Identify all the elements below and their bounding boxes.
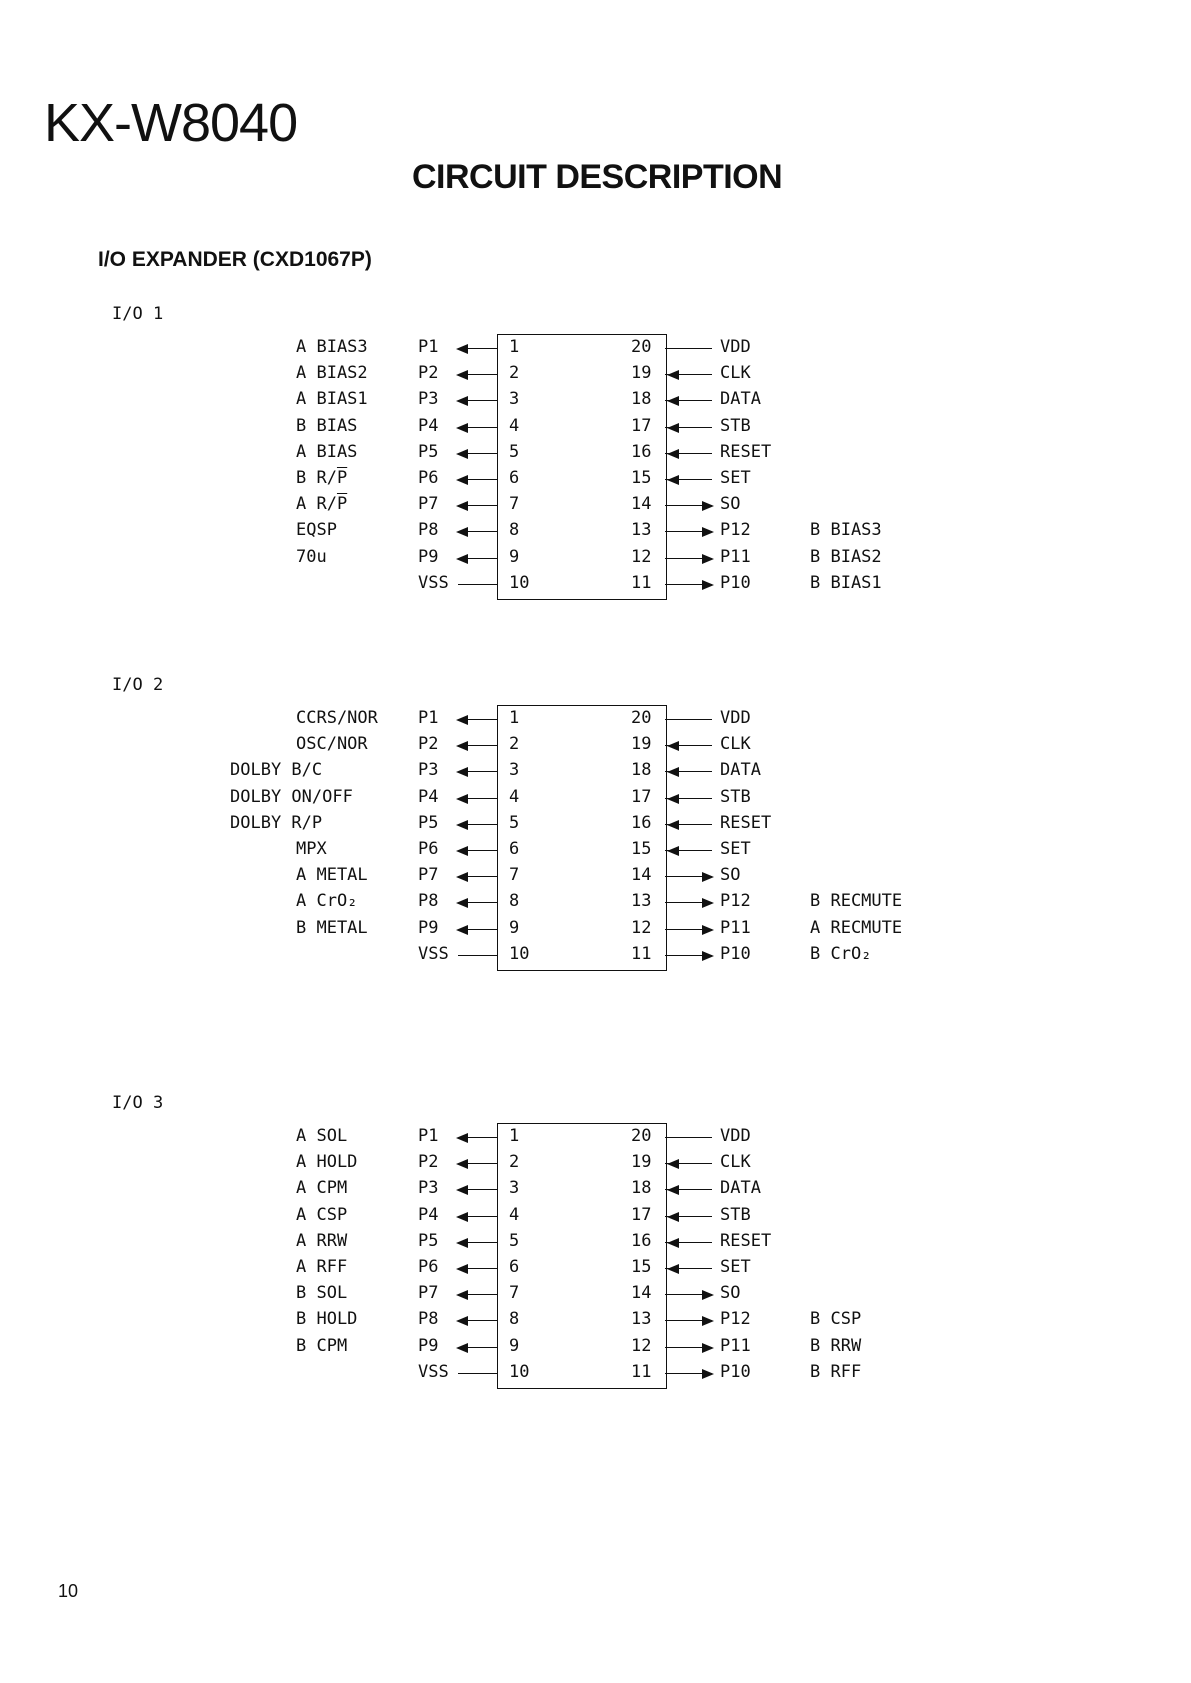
- left-port-label: P1: [418, 1126, 439, 1146]
- left-port-label: VSS: [418, 572, 449, 593]
- left-signal-label: B HOLD: [296, 1309, 358, 1330]
- left-port-label: P6: [418, 468, 439, 488]
- left-pin-number: 9: [509, 546, 520, 567]
- arrow-left-icon: [456, 554, 468, 564]
- left-pin-number: 1: [509, 708, 520, 728]
- left-signal-label: B BIAS: [296, 415, 358, 436]
- model-number: KX-W8040: [44, 93, 298, 153]
- arrow-left-icon: [456, 715, 468, 725]
- left-pin-number: 6: [509, 468, 520, 488]
- arrow-left-icon: [456, 1238, 468, 1248]
- right-signal-label: B CrO₂: [810, 943, 872, 964]
- arrow-left-icon: [667, 370, 679, 380]
- right-pin-number: 18: [631, 389, 652, 410]
- arrow-left-icon: [667, 423, 679, 433]
- right-pin-number: 17: [631, 786, 652, 807]
- right-pin-number: 11: [631, 572, 652, 593]
- io-label: I/O 3: [112, 1093, 164, 1113]
- left-pin-number: 5: [509, 441, 520, 462]
- right-port-label: STB: [720, 415, 751, 436]
- right-port-label: P10: [720, 943, 751, 964]
- left-signal-label: A $R/\overline{P}$: [296, 494, 348, 515]
- right-pin-number: 11: [631, 943, 652, 964]
- right-port-label: P11: [720, 1335, 751, 1356]
- io-expander-block: [0, 304, 1191, 632]
- arrow-left-icon: [456, 741, 468, 751]
- left-pin-number: 6: [509, 839, 520, 859]
- io-label: I/O 1: [112, 304, 164, 324]
- arrow-left-icon: [456, 872, 468, 882]
- right-port-label: STB: [720, 1204, 751, 1225]
- left-pin-number: 3: [509, 1178, 520, 1199]
- right-signal-label: B BIAS3: [810, 520, 882, 541]
- arrow-left-icon: [667, 1212, 679, 1222]
- page-title: CIRCUIT DESCRIPTION: [412, 158, 783, 196]
- right-pin-number: 16: [631, 441, 652, 462]
- right-pin-number: 20: [631, 337, 652, 357]
- arrow-left-icon: [667, 1264, 679, 1274]
- right-port-label: SO: [720, 494, 741, 515]
- arrow-right-icon: [702, 925, 714, 935]
- right-port-label: CLK: [720, 1152, 751, 1173]
- right-pin-wire: [665, 719, 712, 720]
- left-pin-wire: [458, 584, 497, 585]
- left-port-label: P7: [418, 494, 439, 515]
- right-pin-number: 12: [631, 1335, 652, 1356]
- arrow-right-icon: [702, 951, 714, 961]
- left-pin-number: 5: [509, 812, 520, 833]
- left-port-label: P4: [418, 1204, 439, 1225]
- left-port-label: P2: [418, 1152, 439, 1173]
- left-signal-label: B SOL: [296, 1283, 348, 1304]
- right-signal-label: A RECMUTE: [810, 917, 903, 938]
- left-port-label: P9: [418, 546, 439, 567]
- right-pin-number: 18: [631, 1178, 652, 1199]
- arrow-right-icon: [702, 501, 714, 511]
- right-pin-number: 15: [631, 468, 652, 488]
- right-pin-number: 15: [631, 839, 652, 859]
- right-pin-number: 15: [631, 1257, 652, 1277]
- right-signal-label: B RECMUTE: [810, 891, 903, 912]
- left-pin-number: 8: [509, 891, 520, 912]
- right-pin-number: 18: [631, 760, 652, 781]
- left-port-label: P3: [418, 389, 439, 410]
- arrow-left-icon: [456, 1290, 468, 1300]
- left-port-label: P5: [418, 441, 439, 462]
- right-pin-number: 19: [631, 734, 652, 755]
- arrow-left-icon: [456, 475, 468, 485]
- right-port-label: VDD: [720, 708, 751, 728]
- left-signal-label: DOLBY ON/OFF: [230, 786, 353, 807]
- arrow-right-icon: [702, 1369, 714, 1379]
- right-signal-label: B BIAS1: [810, 572, 882, 593]
- arrow-left-icon: [456, 794, 468, 804]
- left-pin-number: 10: [509, 943, 530, 964]
- right-signal-label: B CSP: [810, 1309, 862, 1330]
- arrow-left-icon: [667, 1238, 679, 1248]
- left-pin-wire: [458, 1373, 497, 1374]
- left-signal-label: CCRS/NOR: [296, 708, 378, 728]
- left-pin-number: 1: [509, 1126, 520, 1146]
- right-pin-number: 11: [631, 1361, 652, 1382]
- left-port-label: P4: [418, 786, 439, 807]
- left-signal-label: OSC/NOR: [296, 734, 368, 755]
- arrow-left-icon: [456, 1185, 468, 1195]
- left-port-label: P6: [418, 1257, 439, 1277]
- arrow-right-icon: [702, 872, 714, 882]
- arrow-right-icon: [702, 1290, 714, 1300]
- left-pin-number: 4: [509, 786, 520, 807]
- arrow-left-icon: [456, 1343, 468, 1353]
- left-pin-number: 5: [509, 1230, 520, 1251]
- left-signal-label: A METAL: [296, 865, 368, 886]
- arrow-left-icon: [667, 475, 679, 485]
- left-pin-number: 8: [509, 520, 520, 541]
- left-pin-number: 9: [509, 917, 520, 938]
- right-pin-number: 14: [631, 1283, 652, 1304]
- right-pin-number: 12: [631, 917, 652, 938]
- left-signal-label: MPX: [296, 839, 327, 859]
- arrow-right-icon: [702, 1343, 714, 1353]
- left-port-label: P4: [418, 415, 439, 436]
- left-signal-label: 70u: [296, 546, 327, 567]
- arrow-left-icon: [456, 1159, 468, 1169]
- right-port-label: P11: [720, 546, 751, 567]
- left-port-label: P7: [418, 865, 439, 886]
- arrow-left-icon: [456, 449, 468, 459]
- left-pin-number: 3: [509, 389, 520, 410]
- arrow-left-icon: [456, 898, 468, 908]
- right-pin-number: 14: [631, 865, 652, 886]
- right-port-label: DATA: [720, 389, 761, 410]
- left-pin-number: 10: [509, 1361, 530, 1382]
- right-port-label: P10: [720, 572, 751, 593]
- right-port-label: SO: [720, 865, 741, 886]
- right-port-label: P10: [720, 1361, 751, 1382]
- right-port-label: DATA: [720, 1178, 761, 1199]
- left-port-label: P8: [418, 891, 439, 912]
- left-signal-label: A CSP: [296, 1204, 348, 1225]
- right-pin-number: 17: [631, 1204, 652, 1225]
- page-number: 10: [58, 1581, 79, 1601]
- left-signal-label: EQSP: [296, 520, 337, 541]
- left-signal-label: A RFF: [296, 1257, 348, 1277]
- left-port-label: P5: [418, 812, 439, 833]
- right-port-label: STB: [720, 786, 751, 807]
- left-pin-number: 1: [509, 337, 520, 357]
- right-pin-number: 16: [631, 1230, 652, 1251]
- left-pin-number: 10: [509, 572, 530, 593]
- right-port-label: CLK: [720, 734, 751, 755]
- left-signal-label: DOLBY R/P: [230, 812, 323, 833]
- left-port-label: P1: [418, 708, 439, 728]
- arrow-left-icon: [667, 741, 679, 751]
- right-port-label: P12: [720, 520, 751, 541]
- left-signal-label: A BIAS1: [296, 389, 368, 410]
- right-port-label: P11: [720, 917, 751, 938]
- arrow-left-icon: [456, 396, 468, 406]
- right-signal-label: B BIAS2: [810, 546, 882, 567]
- left-signal-label: A CrO₂: [296, 891, 358, 912]
- io-expander-block: [0, 1093, 1191, 1421]
- right-port-label: P12: [720, 1309, 751, 1330]
- left-signal-label: B $R/\overline{P}$: [296, 468, 348, 488]
- arrow-left-icon: [667, 449, 679, 459]
- left-port-label: P9: [418, 1335, 439, 1356]
- left-port-label: P2: [418, 363, 439, 384]
- left-port-label: VSS: [418, 943, 449, 964]
- left-signal-label: B CPM: [296, 1335, 348, 1356]
- left-signal-label: A BIAS2: [296, 363, 368, 384]
- arrow-right-icon: [702, 554, 714, 564]
- left-pin-number: 6: [509, 1257, 520, 1277]
- arrow-left-icon: [456, 925, 468, 935]
- left-port-label: P3: [418, 1178, 439, 1199]
- right-pin-number: 19: [631, 1152, 652, 1173]
- left-pin-number: 7: [509, 865, 520, 886]
- left-port-label: P3: [418, 760, 439, 781]
- right-port-label: SET: [720, 468, 751, 488]
- right-pin-number: 14: [631, 494, 652, 515]
- right-port-label: DATA: [720, 760, 761, 781]
- right-port-label: SO: [720, 1283, 741, 1304]
- left-signal-label: A BIAS: [296, 441, 358, 462]
- left-pin-number: 7: [509, 494, 520, 515]
- left-pin-wire: [458, 955, 497, 956]
- left-port-label: P8: [418, 1309, 439, 1330]
- right-pin-wire: [665, 1137, 712, 1138]
- right-pin-number: 16: [631, 812, 652, 833]
- right-signal-label: B RRW: [810, 1335, 862, 1356]
- right-port-label: RESET: [720, 812, 772, 833]
- left-port-label: P7: [418, 1283, 439, 1304]
- left-pin-number: 2: [509, 1152, 520, 1173]
- right-port-label: P12: [720, 891, 751, 912]
- arrow-left-icon: [456, 423, 468, 433]
- arrow-right-icon: [702, 580, 714, 590]
- left-signal-label: A HOLD: [296, 1152, 358, 1173]
- arrow-left-icon: [456, 501, 468, 511]
- arrow-left-icon: [456, 370, 468, 380]
- left-pin-number: 9: [509, 1335, 520, 1356]
- arrow-right-icon: [702, 1316, 714, 1326]
- right-signal-label: B RFF: [810, 1361, 862, 1382]
- section-title: I/O EXPANDER (CXD1067P): [98, 248, 372, 271]
- left-signal-label: DOLBY B/C: [230, 760, 323, 781]
- arrow-left-icon: [456, 767, 468, 777]
- arrow-left-icon: [667, 846, 679, 856]
- left-signal-label: A RRW: [296, 1230, 348, 1251]
- arrow-left-icon: [456, 527, 468, 537]
- right-pin-number: 12: [631, 546, 652, 567]
- arrow-left-icon: [667, 1159, 679, 1169]
- arrow-left-icon: [667, 396, 679, 406]
- arrow-left-icon: [456, 344, 468, 354]
- left-pin-number: 2: [509, 734, 520, 755]
- right-pin-number: 19: [631, 363, 652, 384]
- right-pin-number: 17: [631, 415, 652, 436]
- arrow-right-icon: [702, 527, 714, 537]
- right-pin-number: 20: [631, 708, 652, 728]
- arrow-left-icon: [456, 820, 468, 830]
- left-port-label: P9: [418, 917, 439, 938]
- arrow-left-icon: [667, 794, 679, 804]
- arrow-left-icon: [456, 1212, 468, 1222]
- right-port-label: VDD: [720, 337, 751, 357]
- left-port-label: P5: [418, 1230, 439, 1251]
- right-port-label: SET: [720, 839, 751, 859]
- left-signal-label: A SOL: [296, 1126, 348, 1146]
- right-port-label: RESET: [720, 1230, 772, 1251]
- left-port-label: P6: [418, 839, 439, 859]
- arrow-left-icon: [456, 846, 468, 856]
- left-pin-number: 7: [509, 1283, 520, 1304]
- left-signal-label: A CPM: [296, 1178, 348, 1199]
- arrow-right-icon: [702, 898, 714, 908]
- right-port-label: VDD: [720, 1126, 751, 1146]
- right-port-label: RESET: [720, 441, 772, 462]
- io-expander-block: [0, 675, 1191, 1003]
- left-signal-label: A BIAS3: [296, 337, 368, 357]
- arrow-left-icon: [667, 820, 679, 830]
- arrow-left-icon: [456, 1133, 468, 1143]
- arrow-left-icon: [456, 1264, 468, 1274]
- right-pin-wire: [665, 348, 712, 349]
- right-pin-number: 20: [631, 1126, 652, 1146]
- left-port-label: P2: [418, 734, 439, 755]
- left-pin-number: 3: [509, 760, 520, 781]
- arrow-left-icon: [456, 1316, 468, 1326]
- right-pin-number: 13: [631, 891, 652, 912]
- left-pin-number: 8: [509, 1309, 520, 1330]
- left-port-label: VSS: [418, 1361, 449, 1382]
- left-port-label: P1: [418, 337, 439, 357]
- left-pin-number: 2: [509, 363, 520, 384]
- left-pin-number: 4: [509, 415, 520, 436]
- right-pin-number: 13: [631, 520, 652, 541]
- right-pin-number: 13: [631, 1309, 652, 1330]
- left-signal-label: B METAL: [296, 917, 368, 938]
- left-pin-number: 4: [509, 1204, 520, 1225]
- arrow-left-icon: [667, 1185, 679, 1195]
- io-label: I/O 2: [112, 675, 164, 695]
- right-port-label: SET: [720, 1257, 751, 1277]
- right-port-label: CLK: [720, 363, 751, 384]
- left-port-label: P8: [418, 520, 439, 541]
- arrow-left-icon: [667, 767, 679, 777]
